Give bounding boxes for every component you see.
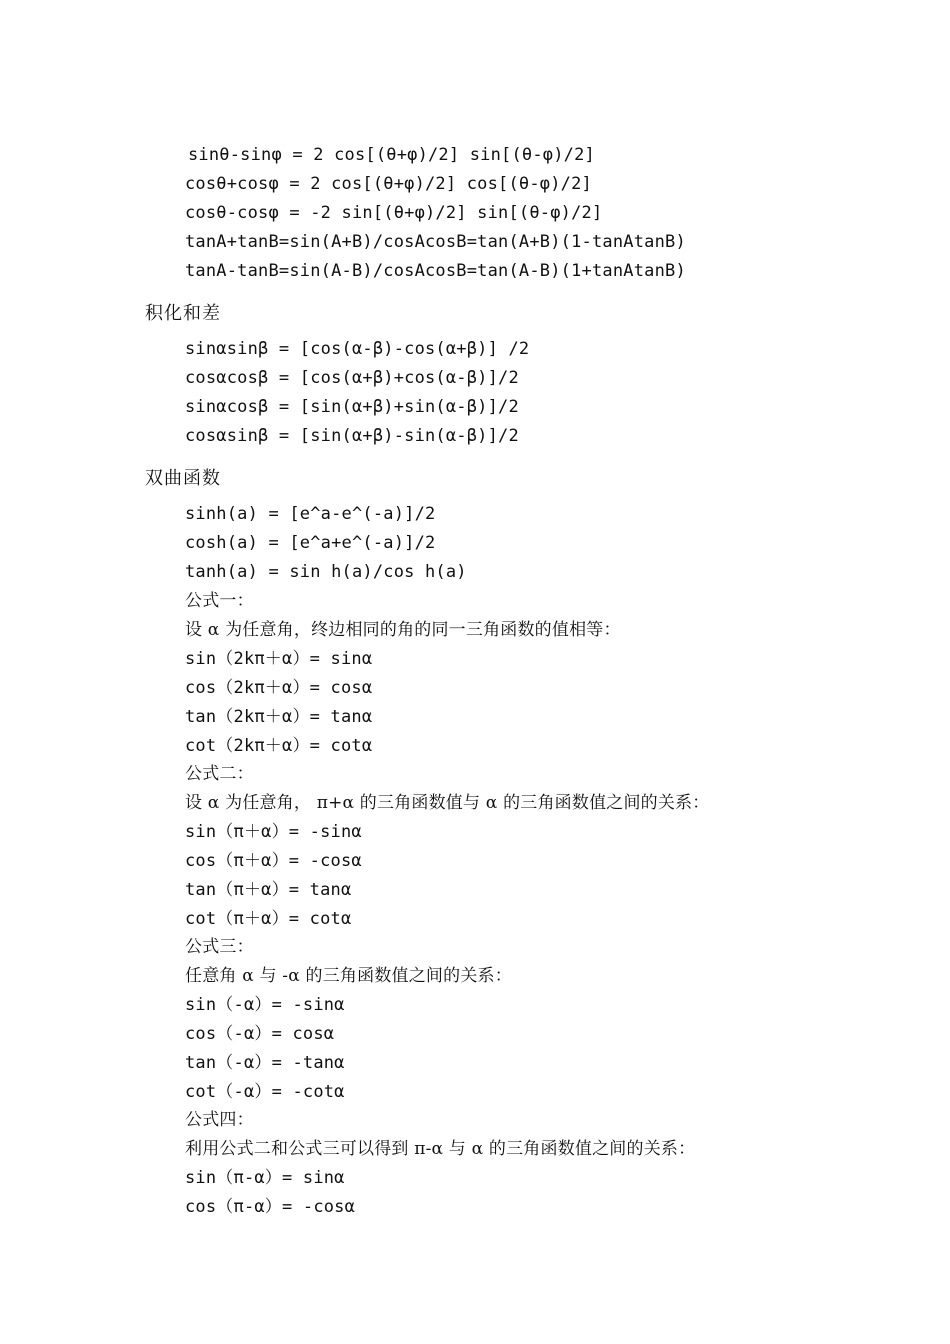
- formula-description: 利用公式二和公式三可以得到 π-α 与 α 的三角函数值之间的关系：: [185, 1139, 696, 1159]
- formula-line: sinαsinβ = [cos(α-β)-cos(α+β)] /2: [185, 339, 530, 359]
- formula-line: cos（-α）= cosα: [185, 1024, 335, 1044]
- formula-title: 公式四：: [185, 1110, 254, 1130]
- formula-line: sin（-α）= -sinα: [185, 995, 345, 1015]
- formula-line: cot（-α）= -cotα: [185, 1082, 345, 1102]
- formula-line: cosαsinβ = [sin(α+β)-sin(α-β)]/2: [185, 426, 519, 446]
- formula-description: 设 α 为任意角，终边相同的角的同一三角函数的值相等：: [185, 620, 621, 640]
- formula-line: cosθ+cosφ = 2 cos[(θ+φ)/2] cos[(θ-φ)/2]: [185, 174, 592, 194]
- formula-line: tan（π＋α）= tanα: [185, 880, 352, 900]
- formula-line: cos（π-α）= -cosα: [185, 1197, 356, 1217]
- formula-line: cot（2kπ＋α）= cotα: [185, 736, 373, 756]
- formula-line: tanh(a) = sin h(a)/cos h(a): [185, 562, 467, 582]
- formula-line: cosh(a) = [e^a+e^(-a)]/2: [185, 533, 436, 553]
- formula-title: 公式一：: [185, 591, 254, 611]
- formula-line: tan（2kπ＋α）= tanα: [185, 707, 373, 727]
- section-heading-product-to-sum: 积化和差: [145, 303, 221, 324]
- formula-line: cosαcosβ = [cos(α+β)+cos(α-β)]/2: [185, 368, 519, 388]
- formula-line: tanA-tanB=sin(A-B)/cosAcosB=tan(A-B)(1+tanAtanB): [185, 261, 686, 281]
- formula-title: 公式三：: [185, 937, 254, 957]
- formula-line: sinθ-sinφ = 2 cos[(θ+φ)/2] sin[(θ-φ)/2]: [188, 145, 595, 165]
- formula-line: cos（π＋α）= -cosα: [185, 851, 362, 871]
- formula-line: tanA+tanB=sin(A+B)/cosAcosB=tan(A+B)(1-tanAtanB): [185, 232, 686, 252]
- formula-line: cos（2kπ＋α）= cosα: [185, 678, 373, 698]
- formula-line: sin（2kπ＋α）= sinα: [185, 649, 373, 669]
- formula-line: sin（π-α）= sinα: [185, 1168, 345, 1188]
- formula-line: sin（π＋α）= -sinα: [185, 822, 362, 842]
- formula-line: cot（π＋α）= cotα: [185, 909, 352, 929]
- formula-line: cosθ-cosφ = -2 sin[(θ+φ)/2] sin[(θ-φ)/2]: [185, 203, 603, 223]
- formula-line: tan（-α）= -tanα: [185, 1053, 345, 1073]
- section-heading-hyperbolic: 双曲函数: [145, 468, 221, 489]
- formula-description: 任意角 α 与 -α 的三角函数值之间的关系：: [185, 966, 512, 986]
- formula-title: 公式二：: [185, 764, 254, 784]
- formula-description: 设 α 为任意角， π+α 的三角函数值与 α 的三角函数值之间的关系：: [185, 793, 710, 813]
- formula-line: sinh(a) = [e^a-e^(-a)]/2: [185, 504, 436, 524]
- formula-line: sinαcosβ = [sin(α+β)+sin(α-β)]/2: [185, 397, 519, 417]
